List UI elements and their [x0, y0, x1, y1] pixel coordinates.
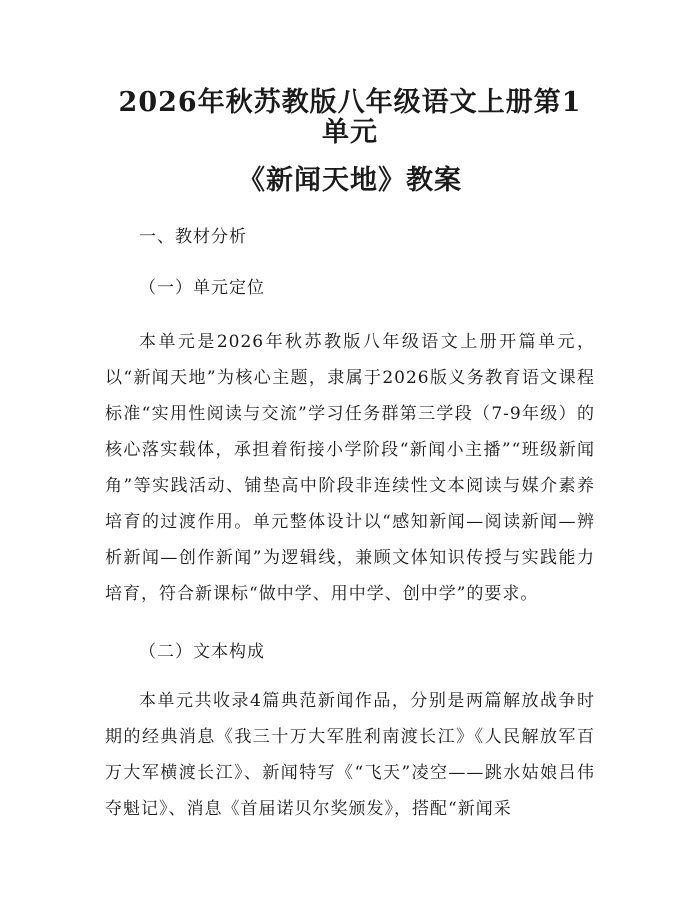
subsection-heading-unit-positioning: （一）单元定位	[139, 278, 265, 298]
subsection-heading-text-composition: （二）文本构成	[139, 642, 265, 662]
document-title-line-2: 《新闻天地》教案	[238, 165, 462, 196]
paragraph-unit-positioning: 本单元是2026年秋苏教版八年级语文上册开篇单元，以“新闻天地”为核心主题，隶属于2026版义务教育语文课程标准“实用性阅读与交流”学习任务群第三学段（7-9年级）的核心落实载体，承担着衔接小学阶段“新闻小主播”“班级新闻角”等实践活动、铺垫高中阶段非连续性文本阅读与媒介素养培育的过渡作用。单元整体设计以“感知新闻—阅读新闻—辨析新闻—创作新闻”为逻辑线，兼顾文体知识传授与实践能力培育，符合新课标“做中学、用中学、创中学”的要求。	[105, 332, 595, 604]
document-title-line-1: 2026年秋苏教版八年级语文上册第1单元	[118, 87, 582, 148]
paragraph-text-composition: 本单元共收录4篇典范新闻作品，分别是两篇解放战争时期的经典消息《我三十万大军胜利南渡长江》《人民解放军百万大军横渡长江》、新闻特写《“飞天”凌空——跳水姑娘吕伟夺魁记》、消息《首届诺贝尔奖颁发》，搭配“新闻采	[105, 691, 595, 819]
section-heading-textbook-analysis: 一、教材分析	[139, 227, 247, 247]
